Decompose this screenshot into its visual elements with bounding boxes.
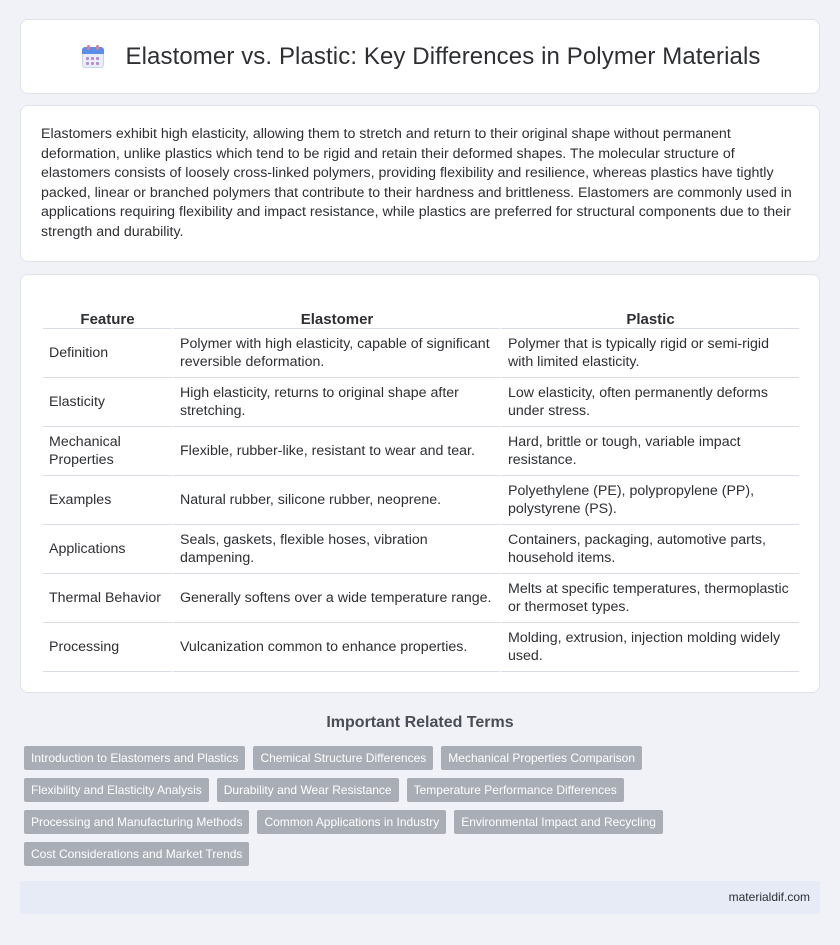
feature-cell: Definition [43,329,172,378]
table-row [43,574,799,623]
feature-cell: Applications [43,525,172,574]
plastic-cell: Hard, brittle or tough, variable impact resistance. [500,427,799,476]
elastomer-cell: Generally softens over a wide temperature range. [172,574,500,623]
related-term-tag[interactable]: Mechanical Properties Comparison [441,746,642,770]
elastomer-cell: Polymer with high elasticity, capable of significant reversible deformation. [172,329,500,378]
related-term-tag[interactable]: Environmental Impact and Recycling [454,810,663,834]
table-row [43,525,799,574]
column-header-elastomer: Elastomer [172,301,500,329]
related-term-tag[interactable]: Introduction to Elastomers and Plastics [24,746,245,770]
calendar-icon [80,44,106,70]
related-term-tag[interactable]: Temperature Performance Differences [407,778,624,802]
page-title: Elastomer vs. Plastic: Key Differences in Polymer Materials [125,42,761,70]
intro-card [20,105,820,262]
feature-cell: Mechanical Properties [43,427,172,476]
related-term-tag[interactable]: Cost Considerations and Market Trends [24,842,249,866]
related-term-tag[interactable]: Flexibility and Elasticity Analysis [24,778,209,802]
related-terms-title: Important Related Terms [326,714,514,731]
elastomer-cell: Vulcanization common to enhance properties. [172,623,500,672]
related-term-tag[interactable]: Chemical Structure Differences [253,746,433,770]
header-card [20,19,820,94]
feature-cell: Processing [43,623,172,672]
footer [20,881,820,914]
plastic-cell: Molding, extrusion, injection molding widely used. [500,623,799,672]
comparison-table-card [20,274,820,693]
elastomer-cell: Natural rubber, silicone rubber, neoprene. [172,476,500,525]
plastic-cell: Polyethylene (PE), polypropylene (PP), polystyrene (PS). [500,476,799,525]
table-row [43,427,799,476]
related-term-tag[interactable]: Processing and Manufacturing Methods [24,810,249,834]
table-row [43,329,799,378]
plastic-cell: Polymer that is typically rigid or semi-rigid with limited elasticity. [500,329,799,378]
table-row [43,378,799,427]
column-header-plastic: Plastic [500,301,799,329]
table-header-row [43,301,799,329]
footer-site-link[interactable]: materialdif.com [728,890,810,904]
plastic-cell: Low elasticity, often permanently deforms under stress. [500,378,799,427]
comparison-table [43,301,799,672]
plastic-cell: Melts at specific temperatures, thermoplastic or thermoset types. [500,574,799,623]
feature-cell: Elasticity [43,378,172,427]
related-term-tag[interactable]: Durability and Wear Resistance [217,778,399,802]
related-term-tag[interactable]: Common Applications in Industry [257,810,446,834]
elastomer-cell: High elasticity, returns to original shape after stretching. [172,378,500,427]
intro-paragraph: Elastomers exhibit high elasticity, allowing them to stretch and return to their original shape without permanent deformation, unlike plastics which tend to be rigid and retain their deformed shapes. The molecular structure of elastomers consists of loosely cross-linked polymers, providing flexibility and resilience, whereas plastics have tightly packed, linear or branched polymers that contribute to their hardness and brittleness. Elastomers are commonly used in applications requiring flexibility and impact resistance, while plastics are preferred for structural components due to their strength and durability. [41,126,792,240]
related-terms-tags [24,746,804,866]
elastomer-cell: Flexible, rubber-like, resistant to wear and tear. [172,427,500,476]
feature-cell: Thermal Behavior [43,574,172,623]
feature-cell: Examples [43,476,172,525]
header [80,43,761,71]
plastic-cell: Containers, packaging, automotive parts, household items. [500,525,799,574]
elastomer-cell: Seals, gaskets, flexible hoses, vibration dampening. [172,525,500,574]
column-header-feature: Feature [43,301,172,329]
table-row [43,623,799,672]
table-row [43,476,799,525]
